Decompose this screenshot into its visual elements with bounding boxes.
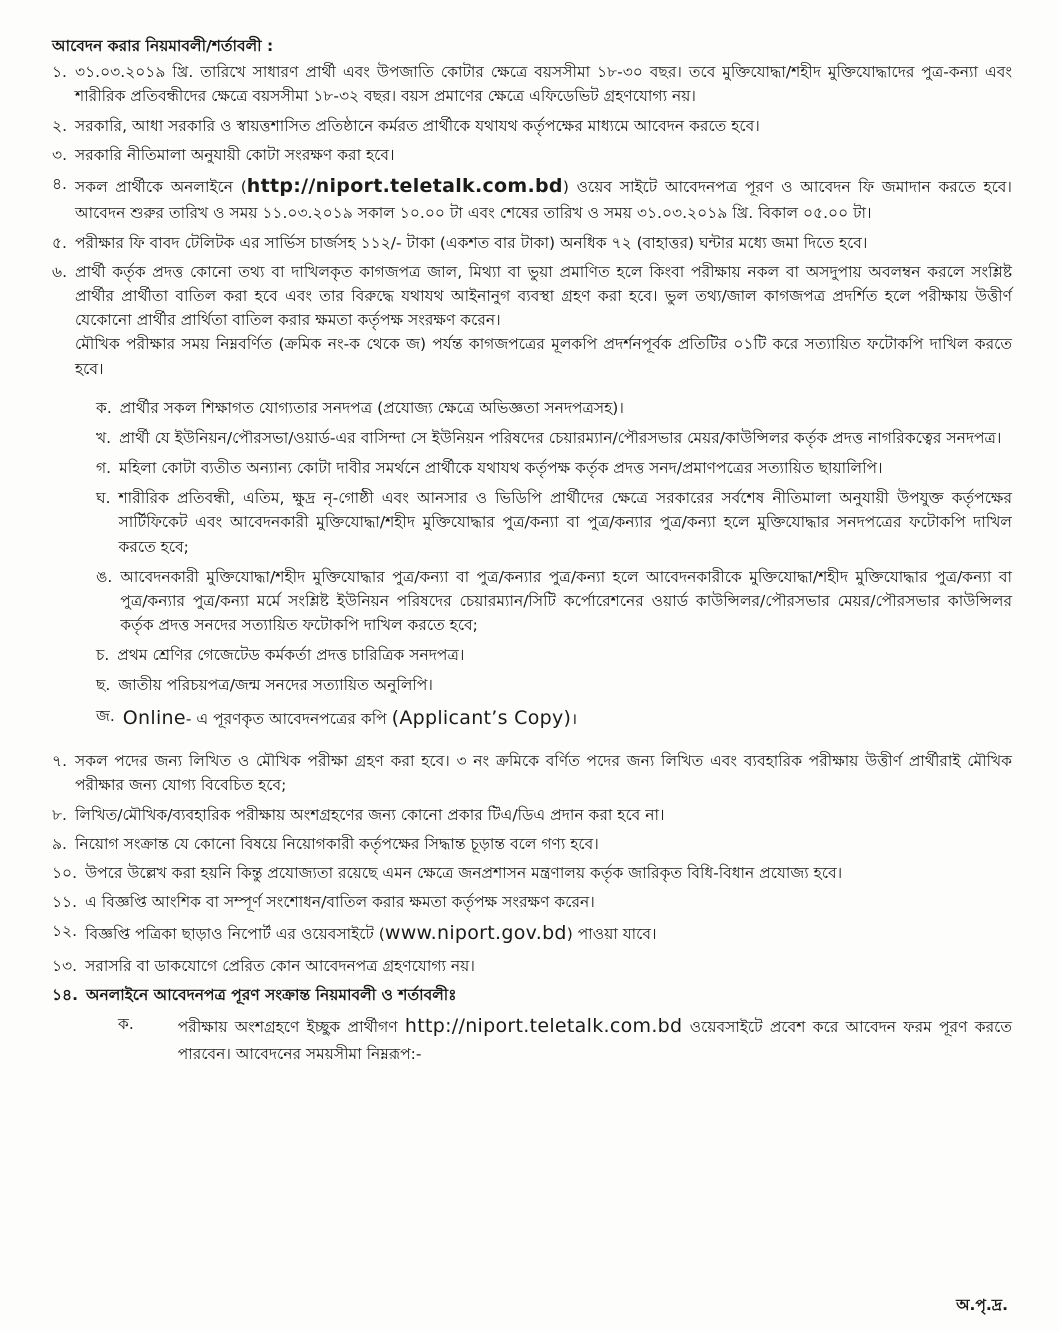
rule-item-6 <box>52 260 1012 381</box>
rule-number: ১২. <box>52 922 78 941</box>
teletalk-link[interactable]: http://niport.teletalk.com.bd <box>246 174 563 197</box>
rule-number: ৮. <box>52 805 67 824</box>
rule-number: ৭. <box>52 752 68 771</box>
page-turn-note: অ.পৃ.দ্র. <box>956 1295 1008 1314</box>
rule-text: নিয়োগ সংক্রান্ত যে কোনো বিষয়ে নিয়োগকারী কর্তৃপক্ষের সিদ্ধান্ত চূড়ান্ত বলে গণ্য হবে। <box>75 834 599 853</box>
niport-website-link[interactable]: www.niport.gov.bd <box>384 922 567 945</box>
document-item-kha <box>96 426 1012 450</box>
rule-text: উপরে উল্লেখ করা হয়নি কিন্তু প্রযোজ্যতা রয়েছে এমন ক্ষেত্রে জনপ্রশাসন মন্ত্রণালয় কর্তৃক জারিকৃত বিধি-বিধান প্রযোজ্য হবে। <box>85 863 843 882</box>
document-item-ja <box>96 704 1012 734</box>
online-rule-text-pre: পরীক্ষায় অংশগ্রহণে ইচ্ছুক প্রার্থীগণ <box>177 1018 405 1037</box>
rule-item-13 <box>52 954 1012 978</box>
rule-number: ৯. <box>52 834 67 853</box>
rule-text: পরীক্ষার ফি বাবদ টেলিটক এর সার্ভিস চার্জসহ ১১২/- টাকা (একশত বার টাকা) অনধিক ৭২ (বাহাত্তর) ঘন্টার মধ্যে জমা দিতে হবে। <box>75 233 868 252</box>
rule-text <box>75 172 1012 226</box>
document-text: প্রথম শ্রেণির গেজেটেড কর্মকর্তা প্রদত্ত চারিত্রিক সনদপত্র। <box>117 646 465 665</box>
document-number: চ. <box>96 646 110 665</box>
document-number: খ. <box>96 428 112 447</box>
rule-item-8 <box>52 803 1012 827</box>
rule-number: ১৩. <box>52 956 78 975</box>
rule-item-14 <box>52 983 1012 1007</box>
rule-number: ৬. <box>52 262 68 281</box>
rule-item-10 <box>52 861 1012 885</box>
rule-number: ৩. <box>52 145 68 164</box>
rule-item-12 <box>52 919 1012 949</box>
rule-number: ১৪. <box>52 986 79 1005</box>
document-text: প্রার্থী যে ইউনিয়ন/পৌরসভা/ওয়ার্ড-এর বাসিন্দা সে ইউনিয়ন পরিষদের চেয়ারম্যান/পৌরসভার মেয়র/কাউন্সিলর কর্তৃক প্রদত্ত নাগরিকত্বের সনদপত্র। <box>119 428 1002 447</box>
rule-item-9 <box>52 832 1012 856</box>
rule-text: সরকারি নীতিমালা অনুযায়ী কোটা সংরক্ষণ করা হবে। <box>75 145 395 164</box>
rule-item-4 <box>52 172 1012 226</box>
document-item-cha <box>96 643 1012 667</box>
document-item-gha <box>96 486 1012 559</box>
document-text: আবেদনকারী মুক্তিযোদ্ধা/শহীদ মুক্তিযোদ্ধার পুত্র/কন্যা বা পুত্র/কন্যার পুত্র/কন্যা হলে আবেদনকারীকে মুক্তিযোদ্ধা/শহীদ মুক্তিযোদ্ধার পুত্র/কন্যা বা পুত্র/কন্যার পুত্র/কন্যা মর্মে সংশ্লিষ্ট ইউনিয়ন পরিষদের চেয়ারম্যান/সিটি কর্পোরেশনের ওয়ার্ড কাউন্সিলর/পৌরসভার মেয়র/পৌরসভার কাউন্সিলর কর্তৃক প্রদত্ত সনদের সত্যায়িত ফটোকপি দাখিল করতে হবে; <box>120 567 1012 635</box>
teletalk-link-2[interactable]: http://niport.teletalk.com.bd <box>404 1015 683 1038</box>
rule-item-3 <box>52 143 1012 167</box>
document-text: প্রার্থীর সকল শিক্ষাগত যোগ্যতার সনদপত্র (প্রযোজ্য ক্ষেত্রে অভিজ্ঞতা সনদপত্রসহ)। <box>119 398 624 417</box>
document-text: - এ পূরণকৃত আবেদনপত্রের কপি <box>185 709 392 728</box>
document-number: ছ. <box>96 676 111 695</box>
rule-text: লিখিত/মৌখিক/ব্যবহারিক পরীক্ষায় অংশগ্রহণের জন্য কোনো প্রকার টিএ/ডিএ প্রদান করা হবে না। <box>75 805 665 824</box>
rule-text: ৩১.০৩.২০১৯ খ্রি. তারিখে সাধারণ প্রার্থী এবং উপজাতি কোটার ক্ষেত্রে বয়সসীমা ১৮-৩০ বছর। তবে মুক্তিযোদ্ধা/শহীদ মুক্তিযোদ্ধাদের পুত্র-কন্যা এবং শারীরিক প্রতিবন্ধীদের ক্ষেত্রে বয়সসীমা ১৮-৩২ বছর। বয়স প্রমাণের ক্ষেত্রে এফিডেভিট গ্রহণযোগ্য নয়। <box>75 63 1012 106</box>
applicant-copy-label: (Applicant’s Copy) <box>391 706 572 729</box>
online-rules-heading: অনলাইনে আবেদনপত্র পূরণ সংক্রান্ত নিয়মাবলী ও শর্তাবলীঃ <box>86 986 457 1005</box>
rule-number: ৪. <box>52 174 67 193</box>
document-item-umo <box>96 565 1012 638</box>
rules-heading: আবেদন করার নিয়মাবলী/শর্তাবলী : <box>52 37 274 55</box>
rule-text: সরকারি, আধা সরকারি ও স্বায়ত্তশাসিত প্রতিষ্ঠানে কর্মরত প্রার্থীকে যথাযথ কর্তৃপক্ষের মাধ্যমে আবেদন করতে হবে। <box>75 116 760 135</box>
rule-number: ১১. <box>52 893 78 912</box>
rule-number: ১. <box>52 63 67 82</box>
rule-item-1 <box>52 60 1012 108</box>
rule-text: এ বিজ্ঞপ্তি আংশিক বা সম্পূর্ণ সংশোধন/বাতিল করার ক্ষমতা কর্তৃপক্ষ সংরক্ষণ করেন। <box>85 893 595 912</box>
document-number: ঙ. <box>96 567 113 586</box>
document-number: জ. <box>96 706 115 725</box>
document-text: মহিলা কোটা ব্যতীত অন্যান্য কোটা দাবীর সমর্থনে প্রার্থীকে যথাযথ কর্তৃপক্ষ কর্তৃক প্রদত্ত সনদ/প্রমাণপত্রের সত্যায়িত ছায়ালিপি। <box>119 459 883 478</box>
document-text-end: । <box>571 709 578 728</box>
document-number: গ. <box>96 459 112 478</box>
document-item-chha <box>96 673 1012 697</box>
rule-text: সরাসরি বা ডাকযোগে প্রেরিত কোন আবেদনপত্র গ্রহণযোগ্য নয়। <box>85 956 475 975</box>
rule-item-2 <box>52 114 1012 138</box>
document-number: ক. <box>96 398 112 417</box>
online-label: Online <box>122 706 186 729</box>
rule-item-11 <box>52 890 1012 914</box>
rule-text-pre: বিজ্ঞপ্তি পত্রিকা ছাড়াও নিপোর্ট এর ওয়েবসাইটে ( <box>85 925 385 944</box>
rule-number: ৫. <box>52 233 67 252</box>
rule-number: ২. <box>52 116 68 135</box>
rule-text-post: ) ওয়েব সাইটে আবেদনপত্র পূরণ ও আবেদন ফি জমাদান করতে হবে। আবেদন শুরুর তারিখ ও সময় ১১.০৩.২০১৯ সকাল ১০.০০ টা এবং শেষের তারিখ ও সময় ৩১.০৩.২০১৯ খ্রি. বিকাল ০৫.০০ টা। <box>75 177 1012 223</box>
document-text: জাতীয় পরিচয়পত্র/জন্ম সনদের সত্যায়িত অনুলিপি। <box>118 676 433 695</box>
online-rule-text-post: ওয়েবসাইটে প্রবেশ করে আবেদন ফরম পূরণ করতে পারবেন। আবেদনের সময়সীমা নিম্নরূপ:- <box>177 1018 1012 1063</box>
rule-text: সকল পদের জন্য লিখিত ও মৌখিক পরীক্ষা গ্রহণ করা হবে। ৩ নং ক্রমিকে বর্ণিত পদের জন্য লিখিত এবং ব্যবহারিক পরীক্ষায় উত্তীর্ণ প্রার্থীরাই মৌখিক পরীক্ষার জন্য যোগ্য বিবেচিত হবে; <box>75 752 1012 795</box>
document-number: ঘ. <box>96 489 111 508</box>
online-rule-item-ka <box>118 1012 1012 1066</box>
document-text: শারীরিক প্রতিবন্ধী, এতিম, ক্ষুদ্র নৃ-গোষ্ঠী এবং আনসার ও ভিডিপি প্রার্থীদের ক্ষেত্রে সরকারের সর্বশেষ নীতিমালা অনুযায়ী উপযুক্ত কর্তৃপক্ষের সার্টিফিকেট এবং আবেদনকারী মুক্তিযোদ্ধা/শহীদ মুক্তিযোদ্ধার পুত্র/কন্যা বা পুত্র/কন্যার পুত্র/কন্যা হলে মুক্তিযোদ্ধার সনদপত্রের ফটোকপি দাখিল করতে হবে; <box>118 489 1012 556</box>
online-rule-number: ক. <box>118 1015 134 1034</box>
rule-text-pre: সকল প্রার্থীকে অনলাইনে ( <box>75 177 247 196</box>
rule-number: ১০. <box>52 863 78 882</box>
rule-text: প্রার্থী কর্তৃক প্রদত্ত কোনো তথ্য বা দাখিলকৃত কাগজপত্র জাল, মিথ্যা বা ভুয়া প্রমাণিত হলে কিংবা পরীক্ষায় নকল বা অসদুপায় অবলম্বন করলে সংশ্লিষ্ট প্রার্থীর প্রার্থীতা বাতিল করা হবে এবং তার বিরুদ্ধে যথাযথ আইনানুগ ব্যবস্থা গ্রহণ করা হবে। ভুল তথ্য/জাল কাগজপত্র প্রদর্শিত হলে পরীক্ষায় উত্তীর্ণ যেকোনো প্রার্থীর প্রার্থিতা বাতিল করার ক্ষমতা কর্তৃপক্ষ সংরক্ষণ করেন। <box>75 262 1012 330</box>
rule-item-5 <box>52 231 1012 255</box>
rule-text-post: ) পাওয়া যাবে। <box>566 925 657 944</box>
document-item-ka <box>96 396 1012 420</box>
rule-item-7 <box>52 749 1012 797</box>
rule-note: মৌখিক পরীক্ষার সময় নিম্নবর্ণিত (ক্রমিক নং-ক থেকে জ) পর্যন্ত কাগজপত্রের মূলকপি প্রদর্শনপূর্বক প্রতিটির ০১টি করে সত্যায়িত ফটোকপি দাখিল করতে হবে। <box>75 335 1012 378</box>
document-item-ga <box>96 456 1012 480</box>
